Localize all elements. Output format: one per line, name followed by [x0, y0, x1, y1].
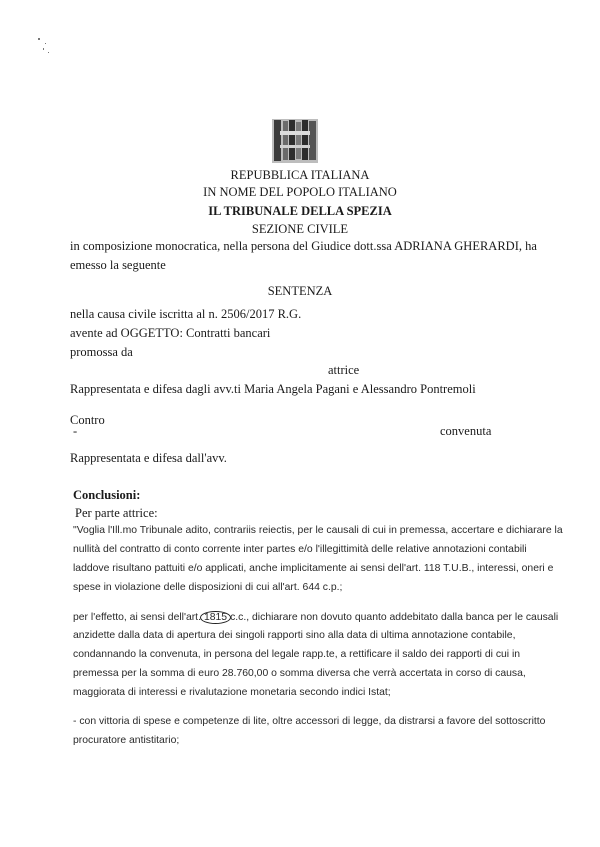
p1-line-4: spese in violazione delle disposizioni di cui all'art. 644 c.p.; — [73, 582, 343, 593]
case-dash: - — [73, 424, 78, 438]
p2-line-1 — [73, 611, 558, 624]
p2-start: per l'effetto, ai sensi dell'art. — [73, 612, 201, 623]
case-number: nella causa civile iscritta al n. 2506/2017 R.G. — [70, 307, 302, 321]
header-people: IN NOME DEL POPOLO ITALIANO — [203, 185, 397, 199]
conclusioni-per-parte: Per parte attrice: — [75, 506, 158, 520]
sentenza-title: SENTENZA — [267, 284, 333, 298]
p1-line-2: nullità del contratto di conto corrente inter partes e/o l'illegittimità delle relative annotazioni contabili — [73, 544, 527, 555]
case-attrice: attrice — [328, 363, 360, 377]
case-promossa: promossa da — [70, 345, 133, 359]
p2-line-5: maggiorata di interessi e rivalutazione monetaria secondo indici Istat; — [73, 687, 391, 698]
p2-rest: c.c., dichiarare non dovuto quanto addebitato dalla banca per le causali — [230, 612, 559, 623]
p1-line-3: laddove risultano pattuiti e/o applicati, anche implicitamente ai sensi dell'art. 118 T.U.B., interessi, oneri e — [73, 563, 554, 574]
p3-line-2: procuratore antistitario; — [73, 735, 180, 746]
case-convenuta: convenuta — [440, 424, 492, 438]
header-republic: REPUBBLICA ITALIANA — [230, 168, 370, 182]
circled-article-number: 1815 — [200, 611, 231, 624]
case-subject: avente ad OGGETTO: Contratti bancari — [70, 326, 271, 340]
republic-emblem-icon — [268, 117, 322, 163]
p3-line-1: - con vittoria di spese e competenze di lite, oltre accessori di legge, da distrarsi a favore del sottoscritto — [73, 716, 546, 727]
p1-line-1: "Voglia l'Ill.mo Tribunale adito, contrariis reiectis, per le causali di cui in premessa, accertare e dichiarare la — [73, 525, 563, 536]
case-convenuta-counsel: Rappresentata e difesa dall'avv. — [70, 451, 227, 465]
case-contro: Contro — [70, 413, 105, 427]
intro-line-1: in composizione monocratica, nella persona del Giudice dott.ssa ADRIANA GHERARDI, ha — [70, 239, 537, 253]
conclusioni-title: Conclusioni: — [73, 488, 141, 502]
header-court: IL TRIBUNALE DELLA SPEZIA — [208, 204, 392, 218]
case-attrice-counsel: Rappresentata e difesa dagli avv.ti Maria Angela Pagani e Alessandro Pontremoli — [70, 382, 476, 396]
p2-line-2: anzidette dalla data di apertura dei singoli rapporti sino alla data di ultima annotazione contabile, — [73, 630, 516, 641]
p2-line-3: condannando la convenuta, in persona del legale rapp.te, a rettificare il saldo dei rapporti di cui in — [73, 649, 521, 660]
header-section: SEZIONE CIVILE — [251, 222, 349, 236]
intro-line-2: emesso la seguente — [70, 258, 166, 272]
p2-line-4: premessa per la somma di euro 28.760,00 o somma diversa che verrà accertata in corso di causa, — [73, 668, 526, 679]
